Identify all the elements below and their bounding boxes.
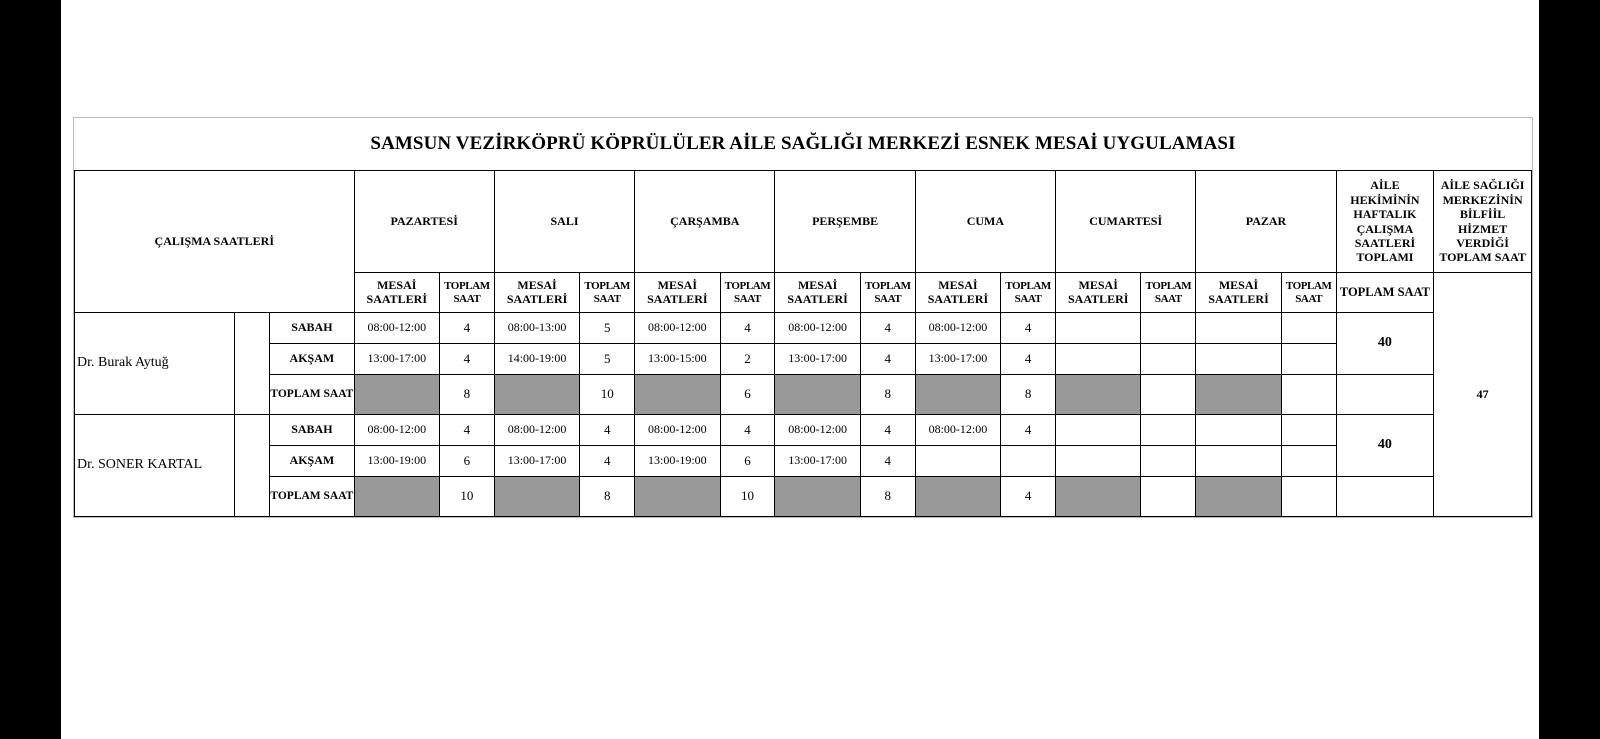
toplam-saat-header: TOPLAM SAAT xyxy=(580,273,635,313)
mesai-cell xyxy=(1196,415,1281,446)
mesai-saatleri-header: MESAİ SAATLERİ xyxy=(494,273,579,313)
daily-total-cell: 10 xyxy=(720,477,775,517)
hours-cell: 6 xyxy=(439,446,494,477)
daily-total-cell: 10 xyxy=(439,477,494,517)
hours-cell: 4 xyxy=(860,446,915,477)
daily-total-cell: 8 xyxy=(860,477,915,517)
daily-total-cell: 8 xyxy=(580,477,635,517)
gray-cell xyxy=(915,375,1000,415)
document-page xyxy=(61,0,1539,739)
mesai-cell xyxy=(1196,446,1281,477)
mesai-saatleri-header: MESAİ SAATLERİ xyxy=(1056,273,1141,313)
daily-total-cell: 8 xyxy=(1001,375,1056,415)
gray-cell xyxy=(354,477,439,517)
doctor-name: Dr. Burak Aytuğ xyxy=(75,313,235,415)
hours-cell: 4 xyxy=(860,415,915,446)
gray-cell xyxy=(775,477,860,517)
hours-cell: 4 xyxy=(1001,415,1056,446)
toplam-saat-header: TOPLAM SAAT xyxy=(1001,273,1056,313)
doctor-name: Dr. SONER KARTAL xyxy=(75,415,235,517)
center-total-value: 47 xyxy=(1434,273,1532,517)
gray-cell xyxy=(1196,477,1281,517)
mesai-cell: 08:00-13:00 xyxy=(494,313,579,344)
mesai-cell: 08:00-12:00 xyxy=(775,415,860,446)
hours-cell xyxy=(1001,446,1056,477)
sabah-row xyxy=(75,313,1532,344)
hours-cell: 5 xyxy=(580,313,635,344)
shift-label: SABAH xyxy=(270,313,354,344)
mesai-cell: 13:00-19:00 xyxy=(635,446,720,477)
shift-label: AKŞAM xyxy=(270,446,354,477)
toplam-saat-header: TOPLAM SAAT xyxy=(439,273,494,313)
spacer-cell xyxy=(234,415,270,517)
daily-total-cell xyxy=(1281,375,1336,415)
mesai-cell: 08:00-12:00 xyxy=(915,313,1000,344)
hours-cell xyxy=(1281,415,1336,446)
mesai-cell xyxy=(1056,313,1141,344)
mesai-cell: 08:00-12:00 xyxy=(354,313,439,344)
shift-label: AKŞAM xyxy=(270,344,354,375)
mesai-cell: 13:00-17:00 xyxy=(354,344,439,375)
hours-cell xyxy=(1281,344,1336,375)
sabah-row xyxy=(75,415,1532,446)
mesai-cell: 13:00-19:00 xyxy=(354,446,439,477)
mesai-cell: 08:00-12:00 xyxy=(635,415,720,446)
gray-cell xyxy=(915,477,1000,517)
mesai-cell xyxy=(1056,446,1141,477)
hours-cell: 4 xyxy=(439,313,494,344)
toplam-saat-header: TOPLAM SAAT xyxy=(1141,273,1196,313)
hours-cell: 4 xyxy=(580,446,635,477)
mesai-cell xyxy=(915,446,1000,477)
day-header: PAZAR xyxy=(1196,171,1336,273)
toplam-row xyxy=(75,477,1532,517)
mesai-cell: 08:00-12:00 xyxy=(775,313,860,344)
hours-cell: 5 xyxy=(580,344,635,375)
shift-label: SABAH xyxy=(270,415,354,446)
weekly-toplam-saat-header: TOPLAM SAAT xyxy=(1336,273,1434,313)
daily-total-cell xyxy=(1141,477,1196,517)
toplam-saat-header: TOPLAM SAAT xyxy=(860,273,915,313)
mesai-cell: 13:00-15:00 xyxy=(635,344,720,375)
hours-cell xyxy=(1141,415,1196,446)
mesai-cell: 13:00-17:00 xyxy=(775,446,860,477)
gray-cell xyxy=(1196,375,1281,415)
daily-total-cell: 6 xyxy=(720,375,775,415)
gray-cell xyxy=(494,375,579,415)
mesai-saatleri-header: MESAİ SAATLERİ xyxy=(1196,273,1281,313)
schedule-sheet xyxy=(73,117,1533,518)
daily-total-cell: 8 xyxy=(860,375,915,415)
day-header: PAZARTESİ xyxy=(354,171,494,273)
weekly-total-header: AİLE HEKİMİNİN HAFTALIK ÇALIŞMA SAATLERİ TOPLAMI xyxy=(1336,171,1434,273)
mesai-cell: 08:00-12:00 xyxy=(915,415,1000,446)
gray-cell xyxy=(354,375,439,415)
gray-cell xyxy=(635,375,720,415)
day-header: CUMARTESİ xyxy=(1056,171,1196,273)
hours-cell: 4 xyxy=(439,415,494,446)
hours-cell: 4 xyxy=(1001,344,1056,375)
hours-cell: 4 xyxy=(720,415,775,446)
weekly-total-value: 40 xyxy=(1336,415,1434,477)
hours-cell xyxy=(1281,446,1336,477)
mesai-cell: 13:00-17:00 xyxy=(494,446,579,477)
daily-total-cell xyxy=(1141,375,1196,415)
daily-total-cell xyxy=(1281,477,1336,517)
hours-cell xyxy=(1141,344,1196,375)
hours-cell: 4 xyxy=(439,344,494,375)
gray-cell xyxy=(1056,375,1141,415)
mesai-saatleri-header: MESAİ SAATLERİ xyxy=(775,273,860,313)
weekly-total-blank xyxy=(1336,477,1434,517)
hours-cell xyxy=(1281,313,1336,344)
day-header: CUMA xyxy=(915,171,1055,273)
mesai-saatleri-header: MESAİ SAATLERİ xyxy=(635,273,720,313)
mesai-saatleri-header: MESAİ SAATLERİ xyxy=(354,273,439,313)
hours-cell: 4 xyxy=(720,313,775,344)
schedule-table xyxy=(74,170,1532,517)
day-header-row xyxy=(75,171,1532,273)
mesai-cell: 08:00-12:00 xyxy=(354,415,439,446)
day-header: PERŞEMBE xyxy=(775,171,915,273)
daily-total-cell: 10 xyxy=(580,375,635,415)
toplam-row xyxy=(75,375,1532,415)
toplam-saat-header: TOPLAM SAAT xyxy=(720,273,775,313)
mesai-cell xyxy=(1196,344,1281,375)
gray-cell xyxy=(635,477,720,517)
hours-cell: 2 xyxy=(720,344,775,375)
hours-cell: 6 xyxy=(720,446,775,477)
mesai-cell xyxy=(1196,313,1281,344)
shift-label: TOPLAM SAAT xyxy=(270,477,354,517)
hours-cell: 4 xyxy=(860,344,915,375)
mesai-cell xyxy=(1056,415,1141,446)
day-header: SALI xyxy=(494,171,634,273)
mesai-cell: 13:00-17:00 xyxy=(775,344,860,375)
hours-cell: 4 xyxy=(1001,313,1056,344)
mesai-cell: 13:00-17:00 xyxy=(915,344,1000,375)
toplam-saat-header: TOPLAM SAAT xyxy=(1281,273,1336,313)
mesai-cell: 14:00-19:00 xyxy=(494,344,579,375)
weekly-total-blank xyxy=(1336,375,1434,415)
hours-cell: 4 xyxy=(580,415,635,446)
weekly-total-value: 40 xyxy=(1336,313,1434,375)
aksam-row xyxy=(75,344,1532,375)
mesai-saatleri-header: MESAİ SAATLERİ xyxy=(915,273,1000,313)
mesai-cell: 08:00-12:00 xyxy=(494,415,579,446)
hours-cell xyxy=(1141,313,1196,344)
gray-cell xyxy=(1056,477,1141,517)
daily-total-cell: 8 xyxy=(439,375,494,415)
working-hours-header: ÇALIŞMA SAATLERİ xyxy=(75,171,355,313)
mesai-cell xyxy=(1056,344,1141,375)
center-total-header: AİLE SAĞLIĞI MERKEZİNİN BİLFİİL HİZMET VERDİĞİ TOPLAM SAAT xyxy=(1434,171,1532,273)
shift-label: TOPLAM SAAT xyxy=(270,375,354,415)
spacer-cell xyxy=(234,313,270,415)
mesai-cell: 08:00-12:00 xyxy=(635,313,720,344)
document-title: SAMSUN VEZİRKÖPRÜ KÖPRÜLÜLER AİLE SAĞLIĞI MERKEZİ ESNEK MESAİ UYGULAMASI xyxy=(370,133,1236,154)
daily-total-cell: 4 xyxy=(1001,477,1056,517)
aksam-row xyxy=(75,446,1532,477)
gray-cell xyxy=(494,477,579,517)
hours-cell: 4 xyxy=(860,313,915,344)
hours-cell xyxy=(1141,446,1196,477)
gray-cell xyxy=(775,375,860,415)
day-header: ÇARŞAMBA xyxy=(635,171,775,273)
